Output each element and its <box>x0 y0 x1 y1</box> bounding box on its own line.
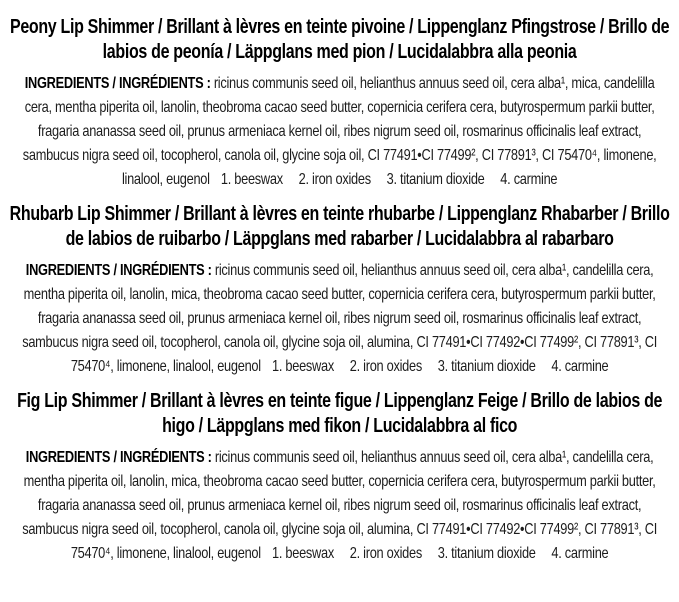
ingredients-paragraph-rhubarb <box>11 259 668 379</box>
ingredients-paragraph-peony <box>11 72 668 192</box>
ingredients-footnotes: 1. beeswax 2. iron oxides 3. titanium dioxide 4. carmine <box>220 171 558 188</box>
ingredients-text: ricinus communis seed oil, helianthus annuus seed oil, cera alba¹, mica, candelilla cera, mentha piperita oil, lanolin, theobroma cacao seed butter, copernicia cerifera cera, butyrospermum parkii butter, fragaria ananassa seed oil, prunus armeniaca kernel oil, ribes nigrum seed oil, rosmarinus officinalis leaf extract, sambucus nigra seed oil, tocopherol, canola oil, glycine soja oil, CI 77491•CI 77499², CI 77891³, CI 75470⁴, limonene, linalool, eugenol <box>22 75 657 188</box>
ingredients-label: INGREDIENTS / INGRÉDIENTS : <box>25 449 212 466</box>
ingredients-footnotes: 1. beeswax 2. iron oxides 3. titanium dioxide 4. carmine <box>272 545 609 562</box>
product-title-peony: Peony Lip Shimmer / Brillant à lèvres en teinte pivoine / Lippenglanz Pfingstrose / Brillo de labios de peonía / Läppglans med pion / Lucidalabbra alla peonia <box>9 16 670 63</box>
section-fig-lip-shimmer <box>0 389 679 566</box>
section-rhubarb-lip-shimmer <box>0 202 679 379</box>
ingredients-paragraph-fig <box>11 446 668 566</box>
product-title-fig: Fig Lip Shimmer / Brillant à lèvres en teinte figue / Lippenglanz Feige / Brillo de labios de higo / Läppglans med fikon / Lucidalabbra al fico <box>17 390 663 437</box>
ingredients-footnotes: 1. beeswax 2. iron oxides 3. titanium dioxide 4. carmine <box>272 358 609 375</box>
ingredients-text: ricinus communis seed oil, helianthus annuus seed oil, cera alba¹, candelilla cera, mentha piperita oil, lanolin, mica, theobroma cacao seed butter, copernicia cerifera cera, butyrospermum parkii butter, fragaria ananassa seed oil, prunus armeniaca kernel oil, ribes nigrum seed oil, rosmarinus officinalis leaf extract, sambucus nigra seed oil, tocopherol, canola oil, glycine soja oil, alumina, CI 77491•CI 77492•CI 77499², CI 77891³, CI 75470⁴, limonene, linalool, eugenol <box>22 262 657 375</box>
ingredients-text: ricinus communis seed oil, helianthus annuus seed oil, cera alba¹, candelilla cera, mentha piperita oil, lanolin, mica, theobroma cacao seed butter, copernicia cerifera cera, butyrospermum parkii butter, fragaria ananassa seed oil, prunus armeniaca kernel oil, ribes nigrum seed oil, rosmarinus officinalis leaf extract, sambucus nigra seed oil, tocopherol, canola oil, glycine soja oil, alumina, CI 77491•CI 77492•CI 77499², CI 77891³, CI 75470⁴, limonene, linalool, eugenol <box>22 449 657 562</box>
product-title-rhubarb: Rhubarb Lip Shimmer / Brillant à lèvres en teinte rhubarbe / Lippenglanz Rhabarber / Brillo de labios de ruibarbo / Läppglans med rabarber / Lucidalabbra al rabarbaro <box>9 203 670 250</box>
ingredients-label: INGREDIENTS / INGRÉDIENTS : <box>25 262 212 279</box>
section-peony-lip-shimmer <box>0 15 679 192</box>
ingredients-label: INGREDIENTS / INGRÉDIENTS : <box>24 75 211 92</box>
